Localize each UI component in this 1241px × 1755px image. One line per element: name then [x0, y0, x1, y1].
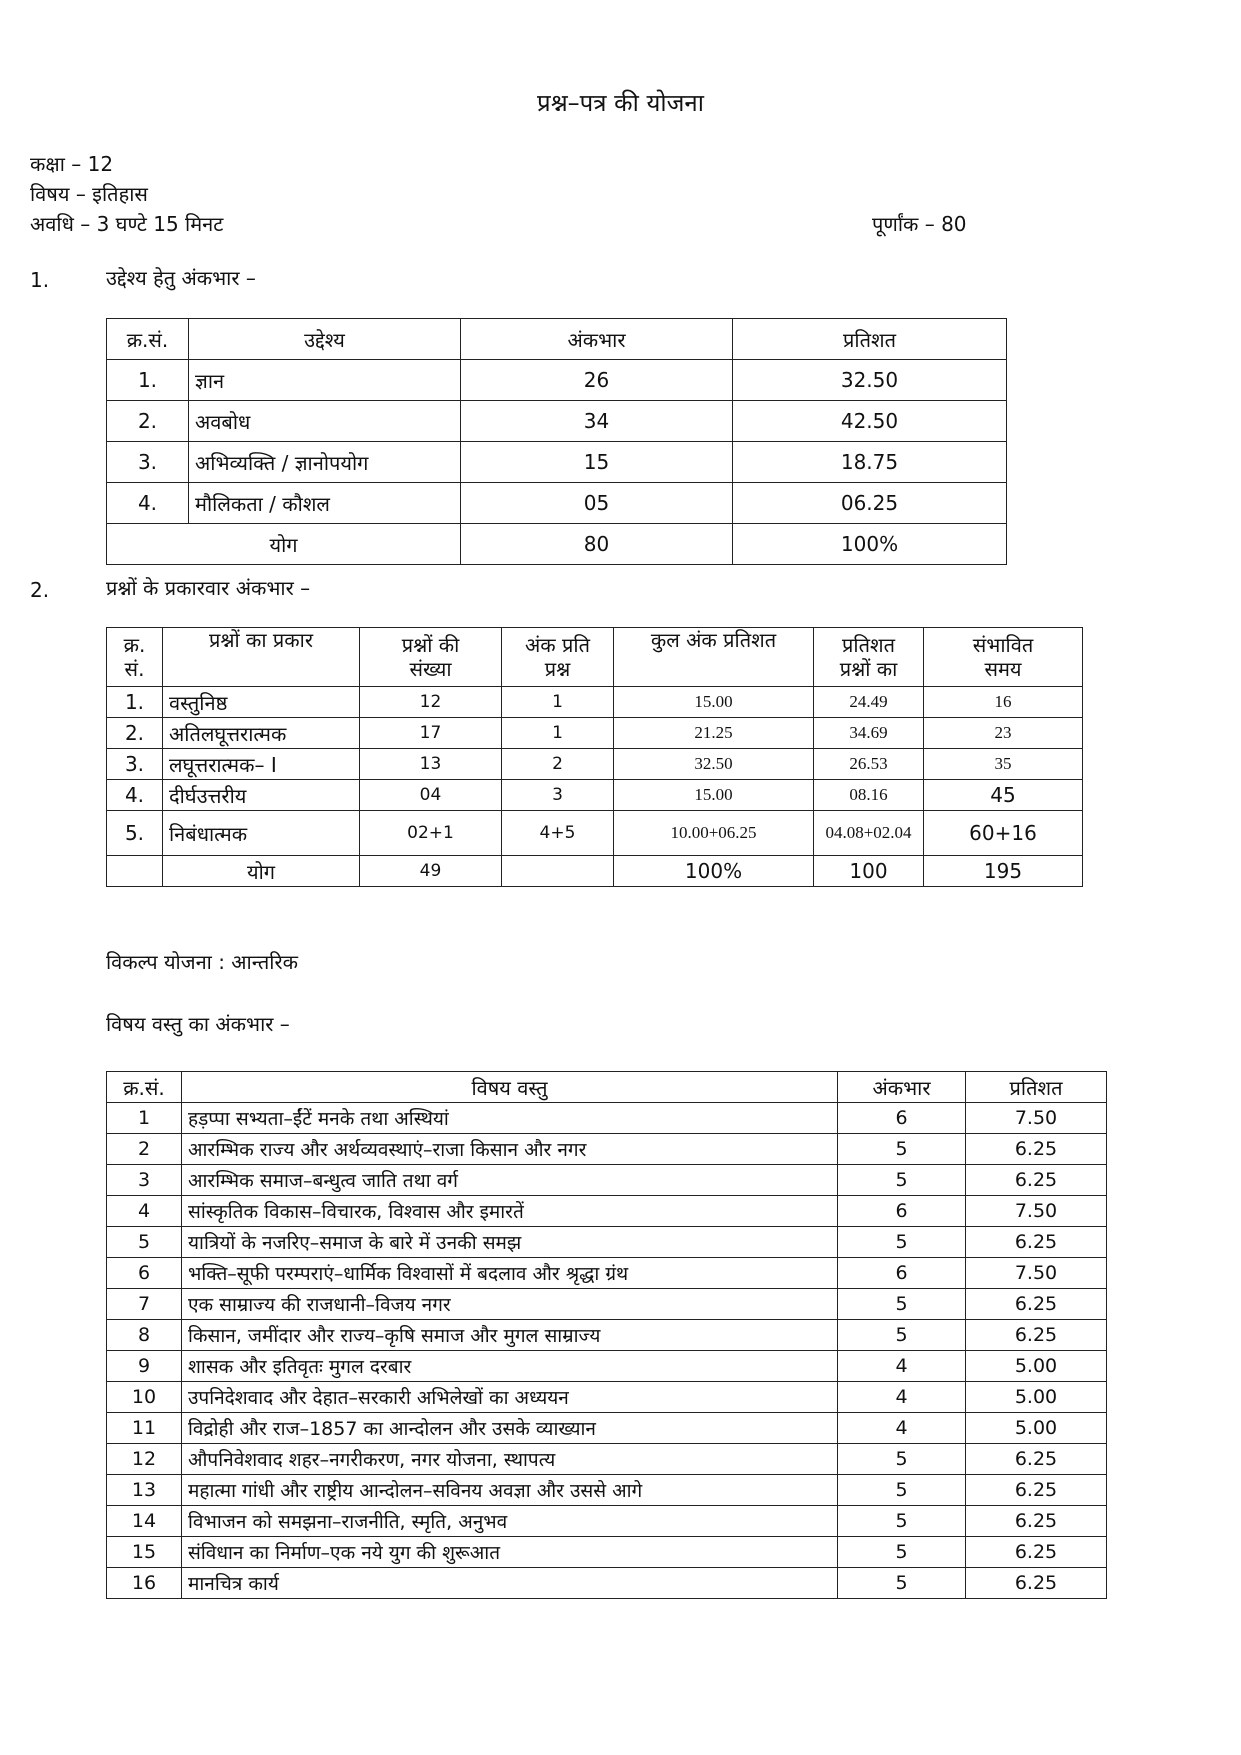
table-cell: 195	[924, 856, 1083, 887]
table-row	[107, 1382, 1107, 1413]
column-header-line: सं.	[124, 657, 145, 681]
table-cell: 04	[360, 780, 502, 811]
table-row	[107, 1289, 1107, 1320]
table-cell: 16	[107, 1568, 182, 1599]
table-cell: 12	[360, 687, 502, 718]
column-header: प्रतिशत	[733, 319, 1007, 360]
table-cell: 18.75	[733, 442, 1007, 483]
table-row	[107, 687, 1083, 718]
table-cell: 6	[107, 1258, 182, 1289]
table-cell: 15.00	[614, 780, 814, 811]
table-row	[107, 1227, 1107, 1258]
table-cell: 9	[107, 1351, 182, 1382]
table-cell: 6.25	[966, 1475, 1107, 1506]
table-header-row	[107, 628, 1083, 687]
table-cell: 6	[838, 1196, 966, 1227]
content-weightage-table	[106, 1071, 1107, 1599]
table-cell: शासक और इतिवृतः मुगल दरबार	[182, 1351, 838, 1382]
table-cell: 6.25	[966, 1537, 1107, 1568]
table-cell: 02+1	[360, 811, 502, 856]
table-cell: 26	[461, 360, 733, 401]
column-header-line: कुल अंक प्रतिशत	[650, 628, 777, 652]
table-cell: वस्तुनिष्ठ	[163, 687, 360, 718]
table-cell: 14	[107, 1506, 182, 1537]
table-row	[107, 1475, 1107, 1506]
table-cell: 32.50	[614, 749, 814, 780]
subject-line: विषय – इतिहास	[30, 182, 148, 206]
table-cell: यात्रियों के नजरिए–समाज के बारे में उनकी समझ	[182, 1227, 838, 1258]
table-cell: 5	[838, 1165, 966, 1196]
table-row	[107, 401, 1007, 442]
class-line: कक्षा – 12	[30, 152, 114, 176]
table-cell: 6.25	[966, 1134, 1107, 1165]
table-cell: 5.00	[966, 1351, 1107, 1382]
table-row	[107, 749, 1083, 780]
column-header-line: क्र.	[123, 633, 146, 657]
table-cell: दीर्घउत्तरीय	[163, 780, 360, 811]
table-cell: 7.50	[966, 1196, 1107, 1227]
table-cell: 1.	[107, 360, 189, 401]
table-cell: 6.25	[966, 1320, 1107, 1351]
table-cell: 1	[502, 687, 614, 718]
table-cell: 60+16	[924, 811, 1083, 856]
table-cell: 5	[838, 1289, 966, 1320]
table-cell: 35	[924, 749, 1083, 780]
section2-number: 2.	[30, 578, 50, 602]
table-row	[107, 1196, 1107, 1227]
table-cell: 5.00	[966, 1382, 1107, 1413]
table-cell: 3.	[107, 749, 163, 780]
table-cell: 17	[360, 718, 502, 749]
table-cell: 42.50	[733, 401, 1007, 442]
table-cell: मानचित्र कार्य	[182, 1568, 838, 1599]
column-header: विषय वस्तु	[182, 1072, 838, 1103]
column-header-line: प्रश्नों का प्रकार	[208, 628, 314, 652]
table-cell: 6.25	[966, 1289, 1107, 1320]
table-row	[107, 718, 1083, 749]
table-cell: 23	[924, 718, 1083, 749]
column-header-line: प्रश्नों की	[401, 633, 460, 657]
table-cell: सांस्कृतिक विकास–विचारक, विश्वास और इमारतें	[182, 1196, 838, 1227]
table-cell: 5	[838, 1506, 966, 1537]
column-header: अंकभार	[461, 319, 733, 360]
table-cell: महात्मा गांधी और राष्ट्रीय आन्दोलन–सविनय अवज्ञा और उससे आगे	[182, 1475, 838, 1506]
section3-heading: विषय वस्तु का अंकभार –	[106, 1012, 290, 1036]
table-cell: 3.	[107, 442, 189, 483]
column-header: क्र.सं.	[107, 319, 189, 360]
table-row	[107, 1537, 1107, 1568]
column-header: क्र.सं.	[107, 1072, 182, 1103]
table-cell: 6.25	[966, 1444, 1107, 1475]
table-cell: 2	[502, 749, 614, 780]
table-cell: 3	[107, 1165, 182, 1196]
table-row	[107, 1444, 1107, 1475]
table-cell: 5	[838, 1475, 966, 1506]
total-percent: 100%	[733, 524, 1007, 565]
column-header-line: प्रश्न	[544, 657, 571, 681]
table-cell: 7.50	[966, 1258, 1107, 1289]
table-row	[107, 780, 1083, 811]
table-row	[107, 1351, 1107, 1382]
table-cell: 7.50	[966, 1103, 1107, 1134]
table-cell: 100%	[614, 856, 814, 887]
table-cell: संविधान का निर्माण–एक नये युग की शुरूआत	[182, 1537, 838, 1568]
table-row	[107, 360, 1007, 401]
total-marks: 80	[461, 524, 733, 565]
table-row	[107, 1413, 1107, 1444]
column-header-line: संभावित	[972, 633, 1034, 657]
table-row	[107, 1165, 1107, 1196]
column-header: अंकभार	[838, 1072, 966, 1103]
table-cell: 6	[838, 1103, 966, 1134]
column-header	[107, 628, 163, 687]
table-cell: अतिलघूत्तरात्मक	[163, 718, 360, 749]
column-header	[814, 628, 924, 687]
table-cell: उपनिदेशवाद और देहात–सरकारी अभिलेखों का अध्ययन	[182, 1382, 838, 1413]
table-cell: 1	[502, 718, 614, 749]
table-cell: 15.00	[614, 687, 814, 718]
table-cell: 24.49	[814, 687, 924, 718]
column-header-line: संख्या	[409, 657, 452, 681]
table-cell: विभाजन को समझना–राजनीति, स्मृति, अनुभव	[182, 1506, 838, 1537]
table-cell: 5	[838, 1568, 966, 1599]
table-cell: 4	[838, 1351, 966, 1382]
table-cell: 6	[838, 1258, 966, 1289]
table-cell: 34	[461, 401, 733, 442]
table-cell: 15	[107, 1537, 182, 1568]
question-type-weightage-table	[106, 627, 1083, 887]
table-cell: 6.25	[966, 1227, 1107, 1258]
table-cell: 5	[107, 1227, 182, 1258]
table-cell: हड़प्पा सभ्यता–ईंटें मनके तथा अस्थियां	[182, 1103, 838, 1134]
table-cell: 4+5	[502, 811, 614, 856]
table-cell: 5.00	[966, 1413, 1107, 1444]
table-cell: 4	[838, 1413, 966, 1444]
table-cell: अभिव्यक्ति / ज्ञानोपयोग	[189, 442, 461, 483]
table-header-row	[107, 319, 1007, 360]
table-cell: 34.69	[814, 718, 924, 749]
table-row	[107, 1506, 1107, 1537]
table-cell: 4	[107, 1196, 182, 1227]
table-row	[107, 483, 1007, 524]
table-cell: 3	[502, 780, 614, 811]
page-title: प्रश्न–पत्र की योजना	[537, 89, 704, 117]
column-header	[360, 628, 502, 687]
table-row	[107, 1134, 1107, 1165]
table-cell: 49	[360, 856, 502, 887]
table-cell: 15	[461, 442, 733, 483]
table-cell: 2.	[107, 401, 189, 442]
column-header-line: प्रश्नों का	[839, 657, 898, 681]
table-cell: 8	[107, 1320, 182, 1351]
table-cell: विद्रोही और राज–1857 का आन्दोलन और उसके व्याख्यान	[182, 1413, 838, 1444]
section1-number: 1.	[30, 268, 50, 292]
table-cell: 6.25	[966, 1165, 1107, 1196]
section1-heading: उद्देश्य हेतु अंकभार –	[106, 266, 256, 290]
table-cell: 5	[838, 1444, 966, 1475]
table-cell: निबंधात्मक	[163, 811, 360, 856]
column-header-line: प्रतिशत	[842, 633, 895, 657]
table-cell: 5	[838, 1134, 966, 1165]
table-cell: आरम्भिक समाज–बन्धुत्व जाति तथा वर्ग	[182, 1165, 838, 1196]
table-cell: 13	[360, 749, 502, 780]
table-cell: 13	[107, 1475, 182, 1506]
table-cell: 5.	[107, 811, 163, 856]
table-cell: 11	[107, 1413, 182, 1444]
table-cell: लघूत्तरात्मक– I	[163, 749, 360, 780]
table-cell: आरम्भिक राज्य और अर्थव्यवस्थाएं–राजा किसान और नगर	[182, 1134, 838, 1165]
table-cell: 1.	[107, 687, 163, 718]
column-header: उद्देश्य	[189, 319, 461, 360]
table-cell: 6.25	[966, 1568, 1107, 1599]
table-cell: मौलिकता / कौशल	[189, 483, 461, 524]
table-row	[107, 1568, 1107, 1599]
column-header	[502, 628, 614, 687]
table-cell	[107, 856, 163, 887]
table-cell: 21.25	[614, 718, 814, 749]
table-cell: 5	[838, 1320, 966, 1351]
table-cell: ज्ञान	[189, 360, 461, 401]
max-marks-line: पूर्णांक – 80	[872, 212, 967, 236]
table-cell: अवबोध	[189, 401, 461, 442]
table-cell: 100	[814, 856, 924, 887]
table-cell: 26.53	[814, 749, 924, 780]
table-cell: किसान, जमींदार और राज्य–कृषि समाज और मुगल साम्राज्य	[182, 1320, 838, 1351]
section2-heading: प्रश्नों के प्रकारवार अंकभार –	[106, 576, 311, 600]
table-cell: 16	[924, 687, 1083, 718]
table-cell: 08.16	[814, 780, 924, 811]
option-plan: विकल्प योजना : आन्तरिक	[106, 950, 299, 974]
table-cell: 10.00+06.25	[614, 811, 814, 856]
table-cell: 2	[107, 1134, 182, 1165]
table-cell	[502, 856, 614, 887]
table-cell: 10	[107, 1382, 182, 1413]
table-cell: 6.25	[966, 1506, 1107, 1537]
table-cell: 4	[838, 1382, 966, 1413]
duration-line: अवधि – 3 घण्टे 15 मिनट	[30, 212, 224, 236]
table-cell: 32.50	[733, 360, 1007, 401]
objective-weightage-table	[106, 318, 1007, 565]
table-row	[107, 1103, 1107, 1134]
column-header: प्रतिशत	[966, 1072, 1107, 1103]
table-cell: 12	[107, 1444, 182, 1475]
table-row	[107, 811, 1083, 856]
table-cell: 2.	[107, 718, 163, 749]
table-cell: 5	[838, 1537, 966, 1568]
column-header-line: अंक प्रति	[525, 633, 590, 657]
table-cell: 5	[838, 1227, 966, 1258]
table-cell: योग	[163, 856, 360, 887]
table-cell: एक साम्राज्य की राजधानी–विजय नगर	[182, 1289, 838, 1320]
total-row	[107, 856, 1083, 887]
table-row	[107, 1258, 1107, 1289]
table-cell: भक्ति–सूफी परम्पराएं–धार्मिक विश्वासों में बदलाव और श्रृद्धा ग्रंथ	[182, 1258, 838, 1289]
table-cell: 04.08+02.04	[814, 811, 924, 856]
table-cell: 05	[461, 483, 733, 524]
table-header-row	[107, 1072, 1107, 1103]
column-header	[924, 628, 1083, 687]
table-cell: 1	[107, 1103, 182, 1134]
table-cell: 45	[924, 780, 1083, 811]
table-row	[107, 1320, 1107, 1351]
table-cell: औपनिवेशवाद शहर–नगरीकरण, नगर योजना, स्थापत्य	[182, 1444, 838, 1475]
table-row	[107, 442, 1007, 483]
table-cell: 4.	[107, 483, 189, 524]
table-cell: 7	[107, 1289, 182, 1320]
total-row	[107, 524, 1007, 565]
column-header	[163, 628, 360, 687]
table-cell: 06.25	[733, 483, 1007, 524]
table-cell: 4.	[107, 780, 163, 811]
total-label: योग	[107, 524, 461, 565]
column-header-line: समय	[984, 657, 1022, 681]
column-header	[614, 628, 814, 687]
